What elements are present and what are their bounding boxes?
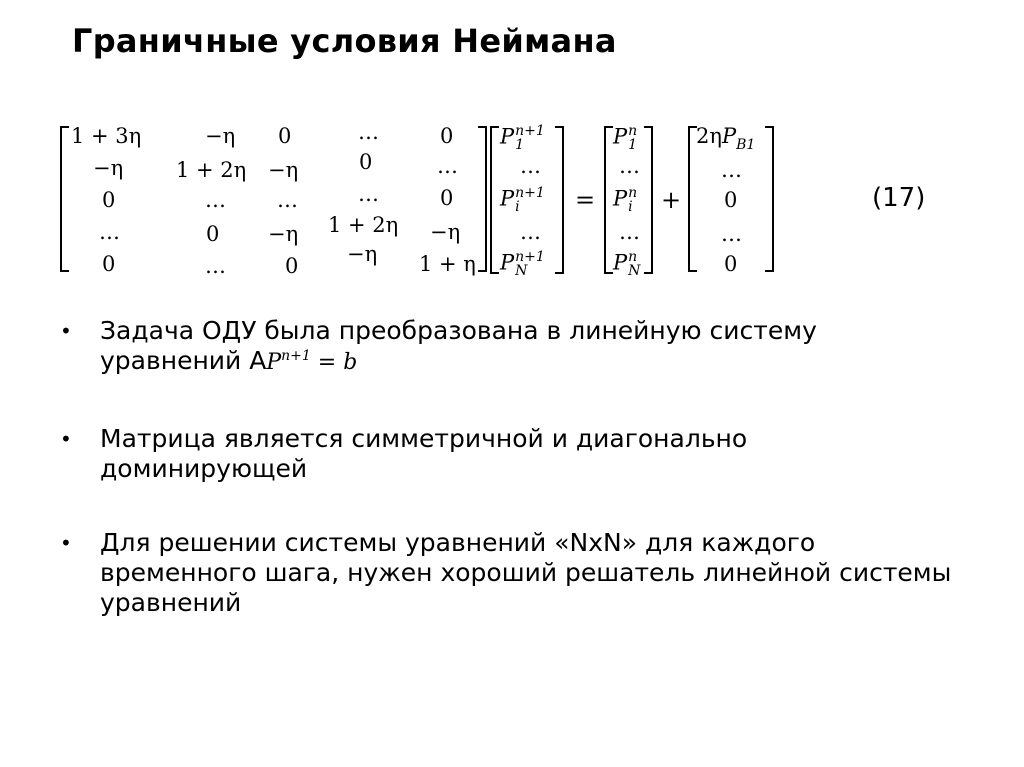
- bullet-text: Матрица является симметричной и диагонально доминирующей: [100, 424, 748, 483]
- vector-p-next-ellipsis: …: [520, 154, 541, 178]
- vector-p-right-bracket: [644, 126, 653, 274]
- matrix-a-right-bracket: [478, 126, 487, 272]
- matrix-cell: −η: [347, 242, 378, 266]
- bullet-dot-icon: •: [60, 531, 72, 555]
- equation-number: (17): [872, 183, 926, 213]
- vector-p-entry-i: P n i: [613, 185, 638, 215]
- matrix-cell: 1 + η: [419, 252, 476, 276]
- matrix-cell: …: [437, 154, 458, 178]
- matrix-cell: …: [358, 182, 379, 206]
- vector-p-next-entry-n: P n+1 N: [500, 249, 545, 279]
- matrix-cell: 0: [102, 188, 116, 212]
- vector-b-zero: 0: [724, 252, 738, 276]
- matrix-cell: 0: [359, 150, 373, 174]
- bullet-formula: $P^{n+1} = b$: [266, 348, 358, 375]
- bullet-list: [60, 316, 960, 662]
- matrix-cell: …: [358, 120, 379, 144]
- matrix-cell: 1 + 3η: [71, 124, 142, 148]
- matrix-cell: 0: [440, 124, 454, 148]
- matrix-cell: …: [277, 188, 298, 212]
- vector-p-entry-n: P n N: [613, 249, 641, 279]
- vector-p-next-right-bracket: [555, 126, 564, 274]
- vector-b-ellipsis: …: [721, 222, 742, 246]
- matrix-cell: −η: [205, 124, 236, 148]
- vector-p-next-entry-1: P n+1 1: [500, 123, 545, 153]
- bullet-item: [60, 528, 960, 618]
- matrix-cell: 1 + 2η: [176, 158, 247, 182]
- vector-p-entry-1: P n 1: [613, 123, 638, 153]
- matrix-a-left-bracket: [60, 126, 69, 272]
- vector-p-next-entry-i: P n+1 i: [500, 185, 545, 215]
- vector-b-right-bracket: [765, 126, 774, 272]
- slide-title: Граничные условия Неймана: [72, 22, 617, 60]
- matrix-cell: …: [205, 254, 226, 278]
- bullet-text: Для решении системы уравнений «NxN» для каждого временного шага, нужен хороший решатель линейной системы уравнений: [100, 528, 952, 617]
- matrix-cell: 0: [206, 222, 220, 246]
- matrix-cell: …: [99, 220, 120, 244]
- vector-p-ellipsis: …: [619, 154, 640, 178]
- vector-b-ellipsis: …: [721, 158, 742, 182]
- matrix-cell: −η: [268, 158, 299, 182]
- bullet-dot-icon: •: [60, 319, 72, 343]
- matrix-cell: −η: [268, 222, 299, 246]
- matrix-cell: 1 + 2η: [328, 213, 399, 237]
- vector-p-ellipsis: …: [619, 220, 640, 244]
- vector-p-next-left-bracket: [490, 126, 499, 274]
- bullet-item: [60, 316, 960, 380]
- matrix-cell: 0: [285, 254, 299, 278]
- equals-sign: =: [575, 186, 596, 214]
- plus-sign: +: [661, 186, 682, 214]
- bullet-text: Задача ОДУ была преобразована в линейную систему уравнений А: [100, 316, 817, 375]
- matrix-cell: −η: [430, 220, 461, 244]
- bullet-item: [60, 424, 960, 484]
- matrix-cell: …: [205, 188, 226, 212]
- vector-b-entry-1: $2\eta P_{B1}$: [696, 124, 756, 153]
- matrix-cell: 0: [278, 124, 292, 148]
- bullet-dot-icon: •: [60, 427, 72, 451]
- vector-p-next-ellipsis: …: [520, 220, 541, 244]
- vector-p-left-bracket: [604, 126, 613, 274]
- matrix-cell: 0: [440, 186, 454, 210]
- matrix-cell: 0: [102, 252, 116, 276]
- vector-b-zero: 0: [724, 188, 738, 212]
- matrix-cell: −η: [93, 156, 124, 180]
